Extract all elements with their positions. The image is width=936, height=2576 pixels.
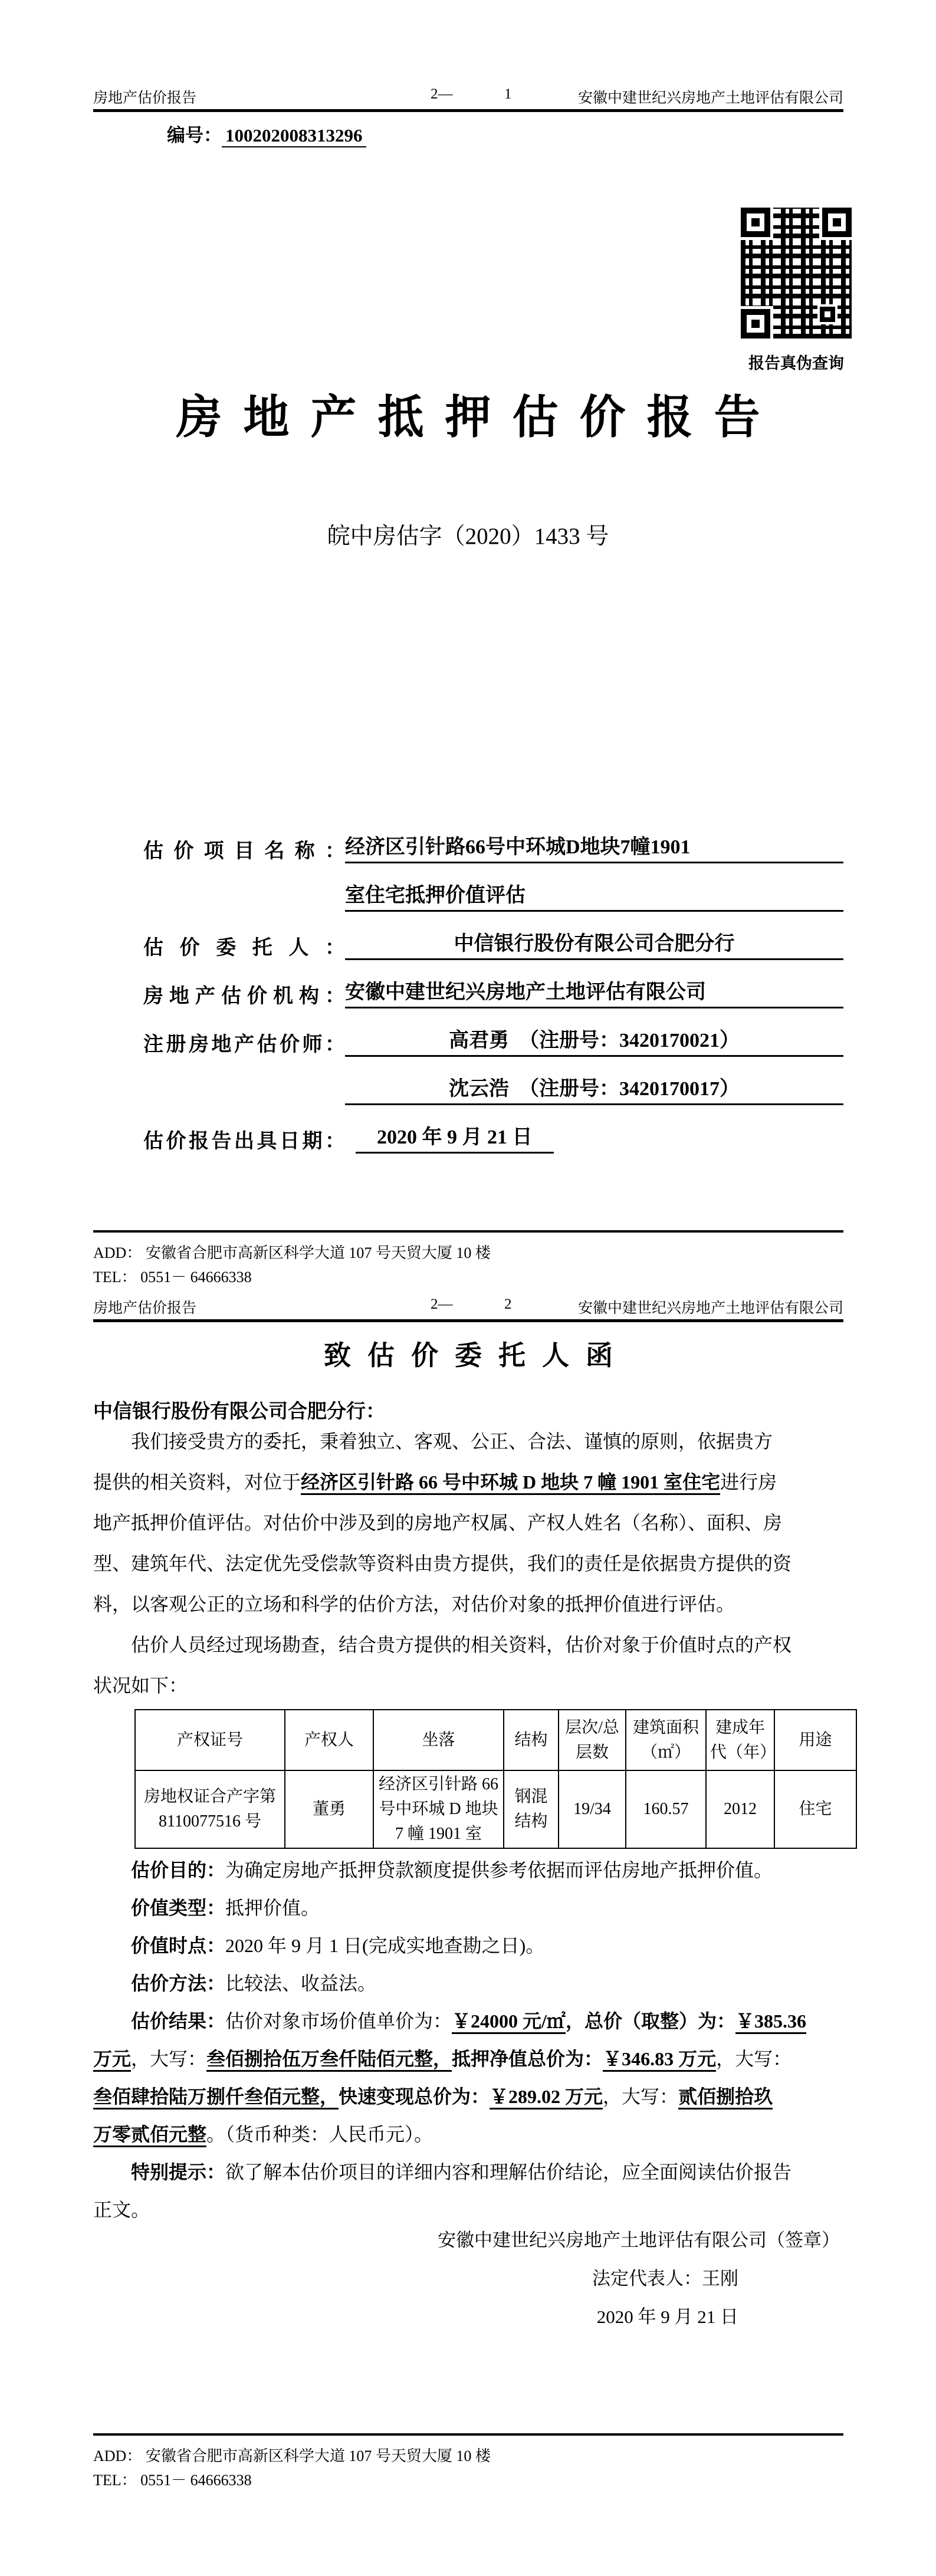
header-page-prefix: 2—	[431, 86, 453, 102]
field-issue-date	[143, 1105, 843, 1154]
serial-value: 100202008313296	[222, 125, 366, 147]
cell-floor: 19/34	[559, 1770, 626, 1848]
field-value: 2020 年 9 月 21 日	[356, 1121, 554, 1154]
signature-legal-rep: 法定代表人：王刚	[592, 2268, 738, 2289]
field-appraiser-1	[143, 1008, 843, 1057]
page1-footer	[93, 1230, 843, 1289]
col-floor: 层次/总层数	[559, 1710, 626, 1770]
cell-location: 经济区引针路 66 号中环城 D 地块 7 幢 1901 室	[373, 1770, 504, 1848]
body-line: 型、建筑年代、法定优先受偿款等资料由贵方提供，我们的责任是依据贵方提供的资	[93, 1553, 792, 1574]
report-document-number: 皖中房估字（2020）1433 号	[327, 524, 609, 549]
footer-phone: TEL： 0551－ 64666338	[93, 1269, 252, 1286]
body-line: 料，以客观公正的立场和科学的估价方法，对估价对象的抵押价值进行评估。	[93, 1593, 735, 1615]
cell-structure: 钢混结构	[504, 1770, 559, 1848]
table-header-row	[135, 1710, 856, 1770]
field-value: 室住宅抵押价值评估	[345, 879, 843, 912]
item-value-date: 价值时点：2020 年 9 月 1 日(完成实地查勘之日)。	[131, 1935, 545, 1956]
item-result-cont: 万元，大写：叁佰捌拾伍万叁仟陆佰元整，抵押净值总价为：￥346.83 万元，大写：	[93, 2040, 843, 2078]
letter-title: 致估价委托人函	[324, 1340, 629, 1371]
field-value: 沈云浩 （注册号：3420170017）	[345, 1072, 843, 1105]
field-label: 估价报告出具日期：	[143, 1131, 345, 1152]
header-page-number: 1	[504, 86, 512, 102]
field-label: 房地产估价机构：	[143, 985, 345, 1007]
body-line: 我们接受贵方的委托，秉着独立、客观、公正、合法、谨慎的原则，依据贵方	[131, 1431, 773, 1452]
report-title: 房地产抵押估价报告	[176, 392, 781, 443]
footer-phone: TEL： 0551－ 64666338	[93, 2472, 252, 2489]
qr-alignment-icon	[820, 307, 835, 322]
header-company: 安徽中建世纪兴房地产土地评估有限公司	[577, 90, 843, 106]
item-result-cont: 万零贰佰元整。（货币种类：人民币元）。	[93, 2115, 843, 2153]
body-line: 地产抵押价值评估。对估价中涉及到的房地产权属、产权人姓名（名称）、面积、房	[93, 1512, 783, 1533]
field-project-name-cont	[143, 863, 843, 912]
cell-owner: 董勇	[285, 1770, 373, 1848]
col-use: 用途	[774, 1710, 856, 1770]
col-certificate-no: 产权证号	[135, 1710, 285, 1770]
cell-area: 160.57	[626, 1770, 706, 1848]
header-page-prefix: 2—	[431, 1296, 453, 1312]
field-label: 估价项目名称：	[143, 840, 345, 862]
qr-block	[741, 208, 852, 373]
item-special-note: 特别提示：欲了解本估价项目的详细内容和理解估价结论，应全面阅读估价报告	[131, 2161, 792, 2183]
page2-header	[93, 1296, 843, 1322]
field-appraiser-2	[143, 1057, 843, 1105]
signature-company: 安徽中建世纪兴房地产土地评估有限公司（签章）	[438, 2230, 840, 2250]
property-table	[134, 1709, 857, 1849]
item-method: 估价方法：比较法、收益法。	[131, 1973, 377, 1994]
footer-address: ADD： 安徽省合肥市高新区科学大道 107 号天贸大厦 10 楼	[93, 1244, 491, 1261]
qr-finder-icon	[741, 208, 770, 237]
col-location: 坐落	[373, 1710, 504, 1770]
field-label: 注册房地产估价师：	[143, 1034, 345, 1056]
field-value: 中信银行股份有限公司合肥分行	[345, 927, 843, 960]
signature-date: 2020 年 9 月 21 日	[596, 2306, 738, 2327]
field-client	[143, 912, 843, 960]
field-agency	[143, 960, 843, 1008]
signature-block	[93, 2221, 843, 2336]
col-structure: 结构	[504, 1710, 559, 1770]
field-value: 安徽中建世纪兴房地产土地评估有限公司	[345, 975, 843, 1008]
letter-content	[93, 1334, 843, 2576]
col-area: 建筑面积（㎡）	[626, 1710, 706, 1770]
field-value: 高君勇 （注册号：3420170021）	[345, 1024, 843, 1057]
letter-body	[93, 1421, 843, 1706]
serial-number-row	[167, 120, 366, 147]
cover-fields	[143, 815, 843, 1154]
col-owner: 产权人	[285, 1710, 373, 1770]
table-row	[135, 1770, 856, 1848]
qr-finder-icon	[822, 208, 852, 237]
field-value: 经济区引针路66号中环城D地块7幢1901	[345, 830, 843, 863]
field-project-name	[143, 815, 843, 863]
item-result: 估价结果：估价对象市场价值单价为：￥24000 元/㎡，总价（取整）为：￥385.36	[93, 2002, 843, 2040]
page2-footer	[93, 2433, 843, 2492]
col-year-built: 建成年代（年）	[706, 1710, 774, 1770]
cell-year-built: 2012	[706, 1770, 774, 1848]
header-company: 安徽中建世纪兴房地产土地评估有限公司	[577, 1300, 843, 1316]
item-special-note-cont: 正文。	[93, 2199, 150, 2220]
header-doc-type: 房地产估价报告	[93, 1300, 197, 1316]
qr-caption: 报告真伪查询	[748, 354, 844, 372]
header-doc-type: 房地产估价报告	[93, 90, 197, 106]
body-line: 提供的相关资料，对位于经济区引针路 66 号中环城 D 地块 7 幢 1901 室住宅进行房	[93, 1462, 843, 1503]
body-line: 估价人员经过现场勘查，结合贵方提供的相关资料，估价对象于价值时点的产权	[131, 1634, 792, 1655]
field-label: 估价委托人：	[143, 937, 345, 959]
salutation: 中信银行股份有限公司合肥分行：	[93, 1401, 385, 1422]
item-purpose: 估价目的：为确定房地产抵押贷款额度提供参考依据而评估房地产抵押价值。	[131, 1859, 773, 1881]
cell-certificate-no: 房地权证合产字第 8110077516 号	[135, 1770, 285, 1848]
footer-address: ADD： 安徽省合肥市高新区科学大道 107 号天贸大厦 10 楼	[93, 2447, 491, 2465]
header-page-number: 2	[504, 1296, 512, 1312]
valuation-items	[93, 1851, 843, 2229]
item-value-type: 价值类型：抵押价值。	[131, 1897, 320, 1918]
qr-finder-icon	[741, 309, 770, 339]
page1-header	[93, 86, 843, 112]
cell-use: 住宅	[774, 1770, 856, 1848]
body-line: 状况如下：	[93, 1675, 188, 1696]
serial-label: 编号：	[167, 125, 222, 146]
item-result-cont: 叁佰肆拾陆万捌仟叁佰元整，快速变现总价为：￥289.02 万元，大写：贰佰捌拾玖	[93, 2078, 843, 2115]
qr-code	[741, 208, 852, 339]
